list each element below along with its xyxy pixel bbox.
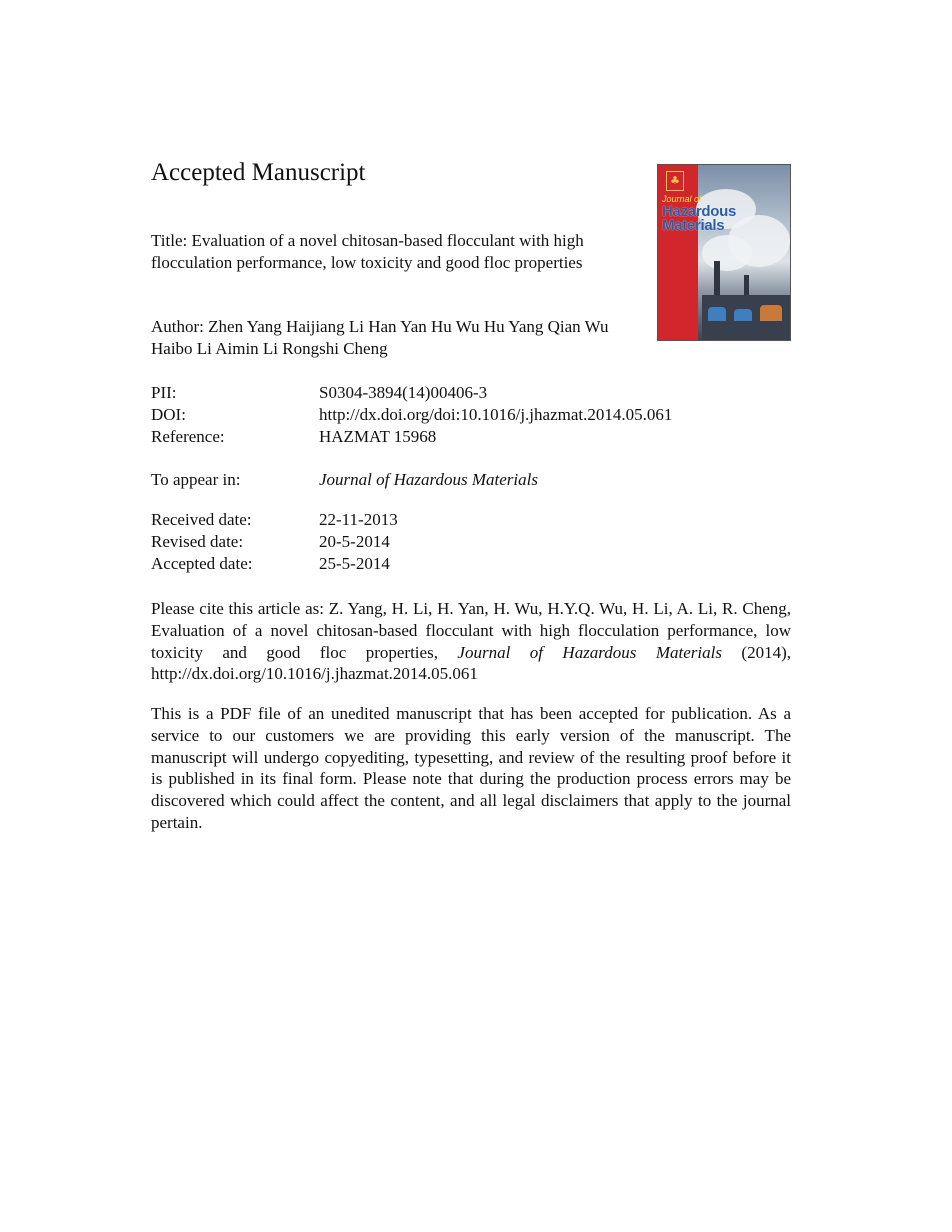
accepted-date-row	[151, 553, 390, 575]
journal-cover-image	[657, 164, 791, 341]
cover-title-line2: Materials	[662, 217, 725, 234]
accepted-date-label: Accepted date:	[151, 554, 253, 573]
appear-in-value: Journal of Hazardous Materials	[319, 470, 538, 489]
page-heading: Accepted Manuscript	[151, 159, 366, 186]
reference-row	[151, 426, 436, 448]
appear-in-label: To appear in:	[151, 470, 241, 489]
doi-label: DOI:	[151, 405, 186, 424]
appear-in-row	[151, 469, 538, 491]
citation-journal: Journal of Hazardous Materials	[457, 642, 722, 662]
notice-paragraph: This is a PDF file of an unedited manuscript that has been accepted for publication. As a service to our customers we are providing this early version of the manuscript. The manuscript will undergo copyediting, typesetting, and review of the resulting proof before it is published in its final form. Please note that during the production process errors may be discovered which could affect the content, and all legal disclaimers that apply to the journal pertain.	[151, 704, 791, 832]
article-title: Title: Evaluation of a novel chitosan-based flocculant with high flocculation performance, low toxicity and good floc properties	[151, 231, 584, 272]
reference-value: HAZMAT 15968	[319, 427, 437, 446]
received-date-row	[151, 509, 398, 531]
revised-date-row	[151, 531, 390, 553]
cover-smoke	[702, 235, 752, 271]
cover-tank	[708, 307, 726, 321]
received-date-value: 22-11-2013	[319, 510, 398, 529]
reference-label: Reference:	[151, 427, 225, 446]
citation-doi: (2014), http://dx.doi.org/10.1016/j.jhazmat.2014.05.061	[151, 642, 791, 684]
publisher-logo-icon: ♣	[666, 171, 684, 191]
cover-title-line1: Hazardous	[662, 203, 736, 220]
cover-red-band	[658, 165, 698, 340]
doi-row	[151, 404, 672, 426]
revised-date-value: 20-5-2014	[319, 532, 390, 551]
cover-tank	[734, 309, 752, 321]
pii-value: S0304-3894(14)00406-3	[319, 383, 488, 402]
cover-tank	[760, 305, 782, 321]
citation-text: Please cite this article as: Z. Yang, H. Li, H. Yan, H. Wu, H.Y.Q. Wu, H. Li, A. Li, R. Cheng, Evaluation of a novel chitosan-based flocculant with high flocculation performance, low toxicity and good floc properties,	[151, 599, 791, 662]
article-authors: Author: Zhen Yang Haijiang Li Han Yan Hu Wu Hu Yang Qian Wu Haibo Li Aimin Li Rongshi Cheng	[151, 317, 609, 358]
pii-label: PII:	[151, 383, 177, 402]
cover-journal-of: Journal of	[662, 194, 702, 204]
doi-value: http://dx.doi.org/doi:10.1016/j.jhazmat.2014.05.061	[319, 405, 673, 424]
pii-row	[151, 382, 487, 404]
accepted-date-value: 25-5-2014	[319, 554, 390, 573]
received-date-label: Received date:	[151, 510, 252, 529]
citation-paragraph	[151, 598, 791, 685]
revised-date-label: Revised date:	[151, 532, 244, 551]
